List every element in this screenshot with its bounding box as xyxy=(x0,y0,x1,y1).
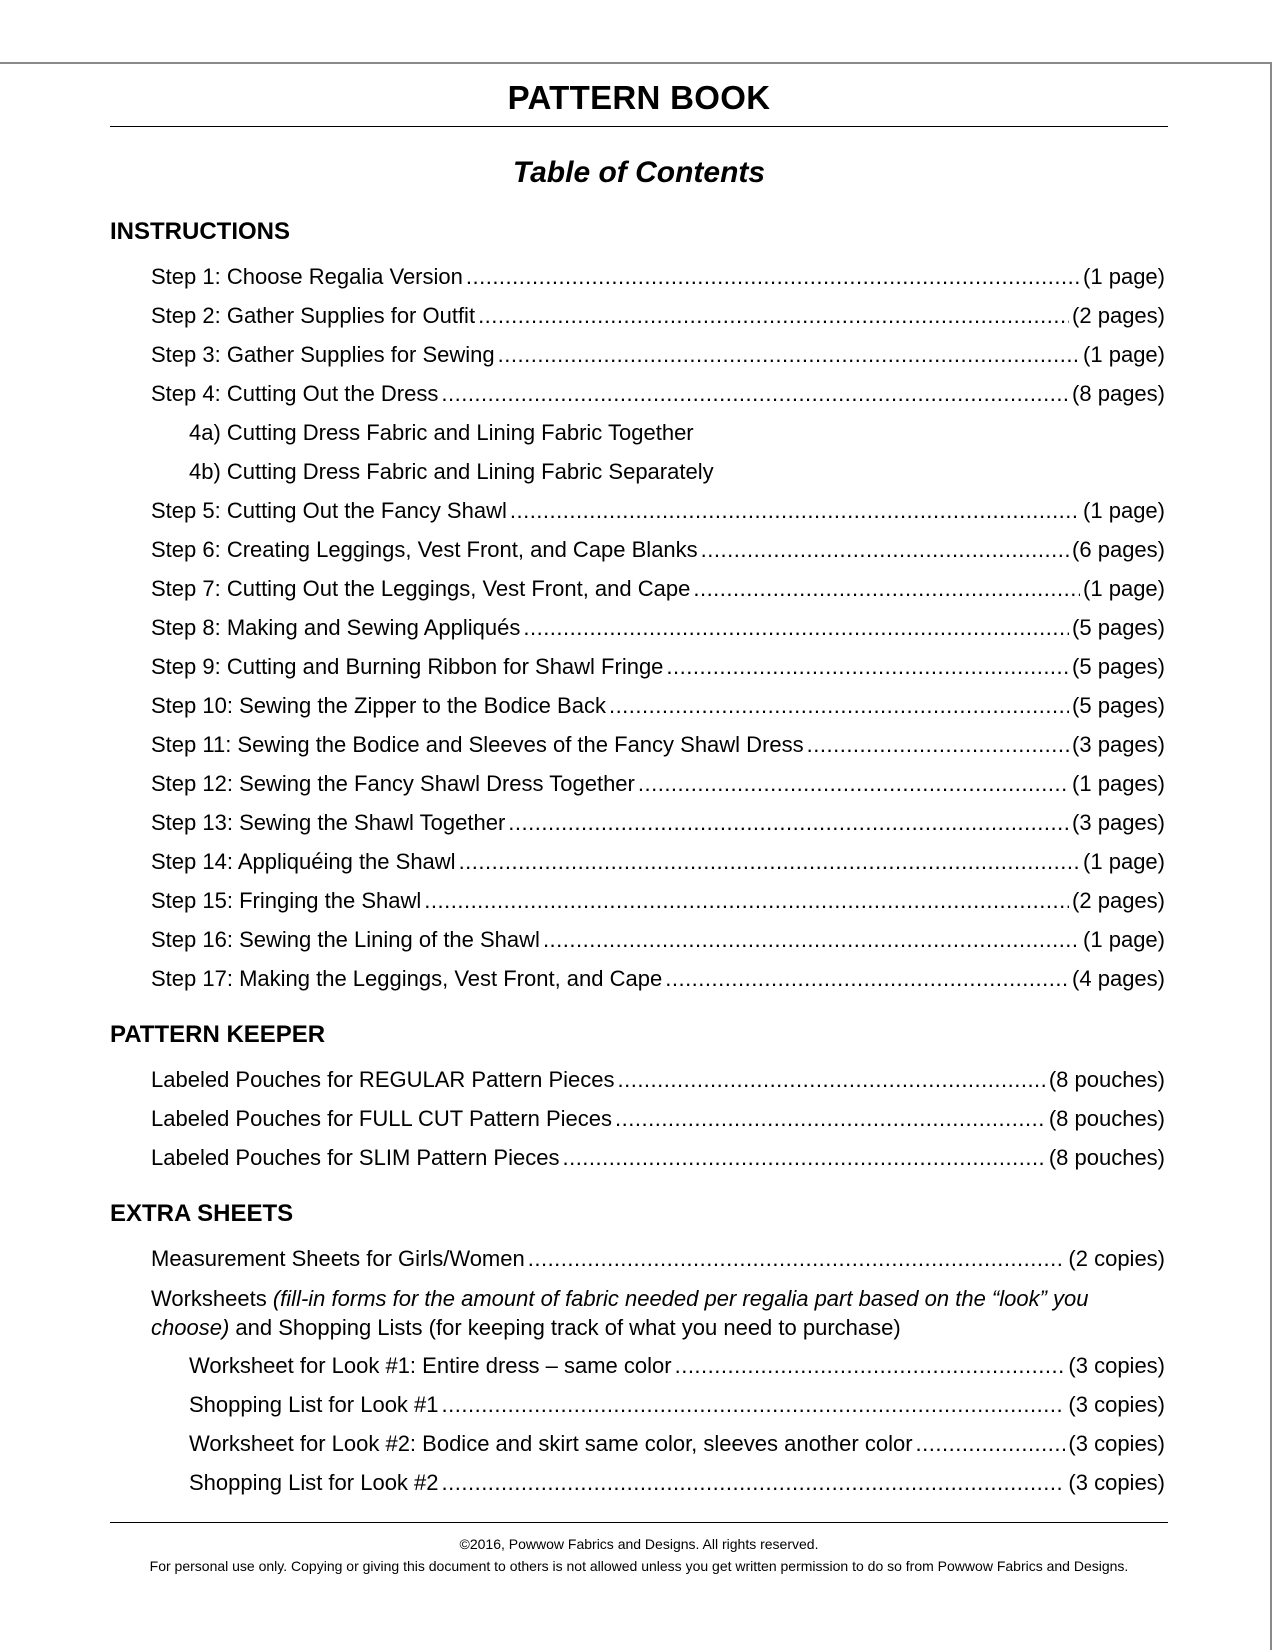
dot-leader xyxy=(701,530,1069,569)
dot-leader xyxy=(617,1060,1045,1099)
dot-leader xyxy=(562,1138,1045,1177)
footer-divider xyxy=(110,1522,1168,1523)
toc-entry-label: Step 13: Sewing the Shawl Together xyxy=(151,810,506,835)
toc-entry-label: 4b) Cutting Dress Fabric and Lining Fabric Separately xyxy=(189,459,714,484)
toc-entry xyxy=(110,530,1168,569)
toc-entry-count: (1 page) xyxy=(1083,498,1165,523)
toc-entry-label: Step 9: Cutting and Burning Ribbon for Shawl Fringe xyxy=(151,654,664,679)
toc-entry-count: (8 pouches) xyxy=(1048,1145,1165,1170)
toc-title: Table of Contents xyxy=(512,156,766,189)
toc-entry-label: Step 5: Cutting Out the Fancy Shawl xyxy=(151,498,507,523)
dot-leader xyxy=(466,257,1080,296)
toc-entry-count: (1 page) xyxy=(1083,849,1165,874)
toc-entry-label: 4a) Cutting Dress Fabric and Lining Fabric Together xyxy=(189,420,694,445)
toc-entry xyxy=(110,608,1168,647)
toc-entry xyxy=(110,920,1168,959)
dot-leader xyxy=(807,725,1069,764)
toc-entry-count: (4 pages) xyxy=(1072,966,1165,991)
toc-entry-label: Worksheet for Look #2: Bodice and skirt same color, sleeves another color xyxy=(189,1431,913,1456)
toc-entry-label: Step 11: Sewing the Bodice and Sleeves of the Fancy Shawl Dress xyxy=(151,732,804,757)
dot-leader xyxy=(478,296,1069,335)
section-extra-sheets xyxy=(110,1199,1168,1502)
dot-leader xyxy=(441,374,1069,413)
extra-sheets-list xyxy=(110,1346,1168,1502)
dot-leader xyxy=(916,1424,1066,1463)
toc-entry xyxy=(110,335,1168,374)
toc-entry xyxy=(110,1099,1168,1138)
section-heading: PATTERN KEEPER xyxy=(110,1021,326,1048)
toc-entry-label: Step 8: Making and Sewing Appliqués xyxy=(151,615,521,640)
toc-entry xyxy=(110,686,1168,725)
toc-entry-count: (3 copies) xyxy=(1068,1470,1165,1495)
toc-entry-count: (5 pages) xyxy=(1072,693,1165,718)
dot-leader xyxy=(609,686,1069,725)
section-heading: EXTRA SHEETS xyxy=(110,1200,294,1227)
dot-leader xyxy=(665,959,1069,998)
section-pattern-keeper xyxy=(110,1020,1168,1177)
toc-entry xyxy=(110,491,1168,530)
toc-entry-label: Step 1: Choose Regalia Version xyxy=(151,264,463,289)
dot-leader xyxy=(510,491,1080,530)
toc-entry xyxy=(110,296,1168,335)
dot-leader xyxy=(442,1463,1066,1502)
toc-entry xyxy=(110,1463,1168,1502)
dot-leader xyxy=(615,1099,1046,1138)
section-instructions xyxy=(110,217,1168,998)
toc-entry xyxy=(110,764,1168,803)
toc-entry-count: (1 page) xyxy=(1083,264,1165,289)
toc-entry xyxy=(110,374,1168,413)
document-body xyxy=(110,78,1168,1502)
toc-entry-label: Step 15: Fringing the Shawl xyxy=(151,888,422,913)
toc-entry-label: Step 10: Sewing the Zipper to the Bodice Back xyxy=(151,693,606,718)
page-footer xyxy=(110,1533,1168,1577)
section-heading: INSTRUCTIONS xyxy=(110,218,290,245)
toc-entry-label: Step 2: Gather Supplies for Outfit xyxy=(151,303,476,328)
toc-entry-label: Step 12: Sewing the Fancy Shawl Dress Together xyxy=(151,771,635,796)
toc-entry-count: (8 pages) xyxy=(1072,381,1165,406)
toc-entry-label: Step 6: Creating Leggings, Vest Front, and Cape Blanks xyxy=(151,537,698,562)
toc-entry xyxy=(110,1060,1168,1099)
toc-entry-count: (3 copies) xyxy=(1068,1353,1165,1378)
toc-entry-count: (3 copies) xyxy=(1068,1392,1165,1417)
toc-entry-count: (2 pages) xyxy=(1072,303,1165,328)
toc-entry xyxy=(110,1346,1168,1385)
toc-entry xyxy=(110,1385,1168,1424)
toc-subentry xyxy=(110,452,1168,491)
document-title: PATTERN BOOK xyxy=(110,78,1168,127)
toc-entry-label: Step 14: Appliquéing the Shawl xyxy=(151,849,456,874)
toc-entry-count: (8 pouches) xyxy=(1048,1106,1165,1131)
dot-leader xyxy=(528,1239,1066,1278)
toc-entry xyxy=(110,1424,1168,1463)
toc-entry-label: Shopping List for Look #2 xyxy=(189,1470,439,1495)
toc-entry-label: Worksheet for Look #1: Entire dress – same color xyxy=(189,1353,672,1378)
toc-entry-count: (1 page) xyxy=(1083,576,1165,601)
toc-entry-count: (2 pages) xyxy=(1072,888,1165,913)
toc-entry xyxy=(110,803,1168,842)
toc-entry-count: (3 copies) xyxy=(1068,1431,1165,1456)
worksheets-lead: Worksheets xyxy=(151,1286,273,1311)
toc-entry-label: Step 16: Sewing the Lining of the Shawl xyxy=(151,927,540,952)
toc-entry xyxy=(110,842,1168,881)
toc-entry xyxy=(110,1138,1168,1177)
dot-leader xyxy=(459,842,1080,881)
toc-entry-count: (1 page) xyxy=(1083,927,1165,952)
dot-leader xyxy=(498,335,1080,374)
dot-leader xyxy=(523,608,1069,647)
dot-leader xyxy=(638,764,1069,803)
toc-entry-label: Measurement Sheets for Girls/Women xyxy=(151,1246,525,1271)
toc-entry-count: (1 page) xyxy=(1083,342,1165,367)
toc-entry-count: (3 pages) xyxy=(1072,810,1165,835)
toc-entry-count: (3 pages) xyxy=(1072,732,1165,757)
toc-subentry xyxy=(110,413,1168,452)
instructions-list xyxy=(110,257,1168,998)
toc-entry-count: (1 pages) xyxy=(1072,771,1165,796)
dot-leader xyxy=(675,1346,1066,1385)
toc-entry-label: Step 3: Gather Supplies for Sewing xyxy=(151,342,495,367)
toc-entry-label: Labeled Pouches for SLIM Pattern Pieces xyxy=(151,1145,560,1170)
toc-entry-count: (5 pages) xyxy=(1072,654,1165,679)
pattern-keeper-list xyxy=(110,1060,1168,1177)
toc-entry-label: Labeled Pouches for FULL CUT Pattern Pieces xyxy=(151,1106,613,1131)
toc-entry-count: (5 pages) xyxy=(1072,615,1165,640)
worksheets-description xyxy=(110,1284,1168,1342)
worksheets-italic-note: (fill-in forms for the amount of fabric needed per regalia part based on the “look” you choose) xyxy=(151,1286,1089,1340)
toc-entry-label: Step 7: Cutting Out the Leggings, Vest Front, and Cape xyxy=(151,576,691,601)
dot-leader xyxy=(424,881,1069,920)
toc-entry-count: (6 pages) xyxy=(1072,537,1165,562)
toc-entry xyxy=(110,959,1168,998)
toc-entry xyxy=(110,569,1168,608)
toc-entry xyxy=(110,881,1168,920)
toc-entry-count: (2 copies) xyxy=(1068,1246,1165,1271)
dot-leader xyxy=(508,803,1069,842)
dot-leader xyxy=(693,569,1080,608)
toc-entry xyxy=(110,647,1168,686)
worksheets-tail: and Shopping Lists (for keeping track of what you need to purchase) xyxy=(229,1315,901,1340)
toc-entry xyxy=(110,257,1168,296)
dot-leader xyxy=(543,920,1080,959)
toc-entry-count: (8 pouches) xyxy=(1048,1067,1165,1092)
toc-entry xyxy=(110,1239,1168,1278)
toc-entry-label: Step 4: Cutting Out the Dress xyxy=(151,381,439,406)
toc-entry-label: Shopping List for Look #1 xyxy=(189,1392,439,1417)
footer-notice: For personal use only. Copying or giving this document to others is not allowed unless you get written permission to do so from Powwow Fabrics and Designs. xyxy=(149,1558,1129,1574)
dot-leader xyxy=(666,647,1069,686)
dot-leader xyxy=(442,1385,1066,1424)
toc-entry-label: Labeled Pouches for REGULAR Pattern Pieces xyxy=(151,1067,615,1092)
footer-copyright: ©2016, Powwow Fabrics and Designs. All rights reserved. xyxy=(459,1536,819,1552)
toc-entry-label: Step 17: Making the Leggings, Vest Front, and Cape xyxy=(151,966,663,991)
toc-entry xyxy=(110,725,1168,764)
